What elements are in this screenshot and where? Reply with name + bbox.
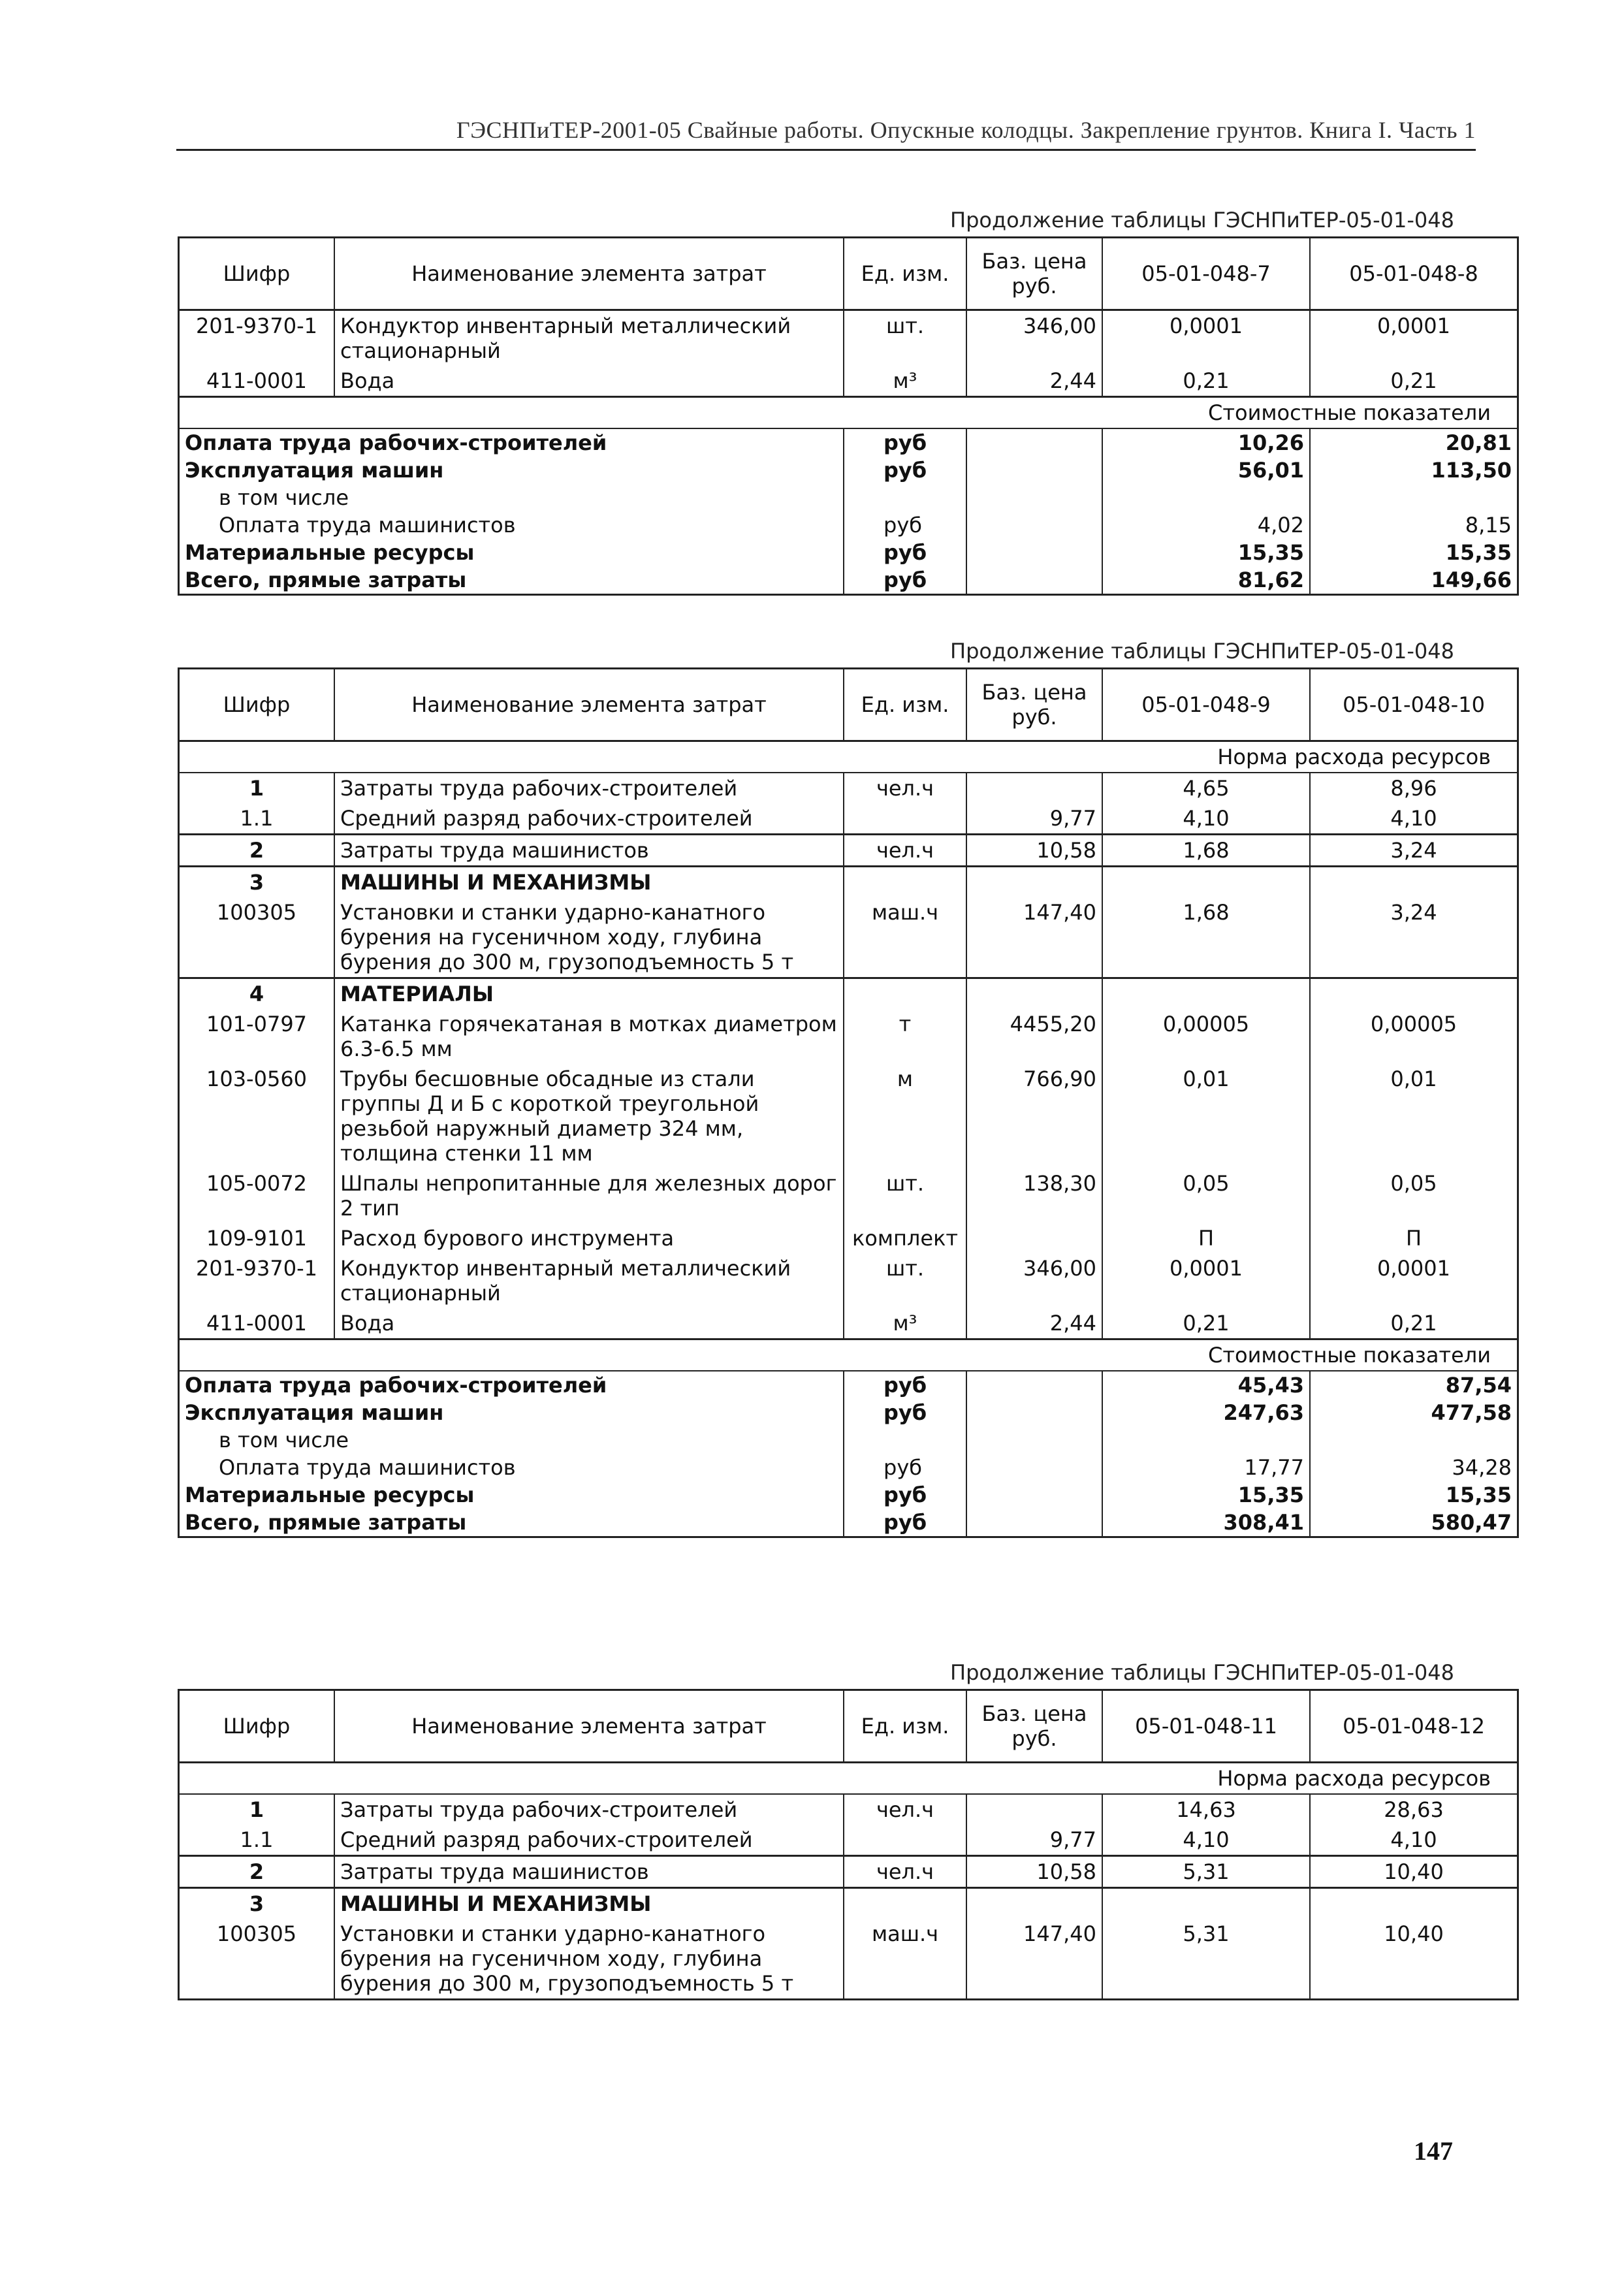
row-code: 103-0560 xyxy=(179,1064,335,1168)
row-name: Затраты труда машинистов xyxy=(334,1856,844,1888)
band-row xyxy=(179,1763,1518,1795)
row-name: Расход бурового инструмента xyxy=(334,1223,844,1253)
header-title: ГЭСНПиТЕР-2001-05 Свайные работы. Опускные колодцы. Закрепление грунтов. Книга I. Часть 1 xyxy=(456,117,1476,143)
summary-price xyxy=(966,428,1102,457)
summary-value-b: 20,81 xyxy=(1310,428,1518,457)
table-row xyxy=(179,978,1518,1010)
band-row xyxy=(179,397,1518,429)
band-label: Норма расхода ресурсов xyxy=(179,741,1518,773)
row-price xyxy=(966,978,1102,1010)
summary-value-a: 308,41 xyxy=(1102,1509,1310,1537)
row-value-b: 0,01 xyxy=(1310,1064,1518,1168)
band-label: Норма расхода ресурсов xyxy=(179,1763,1518,1795)
summary-row xyxy=(179,1509,1518,1537)
summary-price xyxy=(966,511,1102,539)
summary-name: Оплата труда рабочих-строителей xyxy=(179,428,844,457)
summary-price xyxy=(966,539,1102,566)
summary-price xyxy=(966,457,1102,484)
row-value-b: 0,21 xyxy=(1310,366,1518,397)
summary-unit: руб xyxy=(844,539,966,566)
table-row xyxy=(179,1223,1518,1253)
header-unit: Ед. изм. xyxy=(844,238,966,310)
header-col-b: 05-01-048-8 xyxy=(1310,238,1518,310)
table-row xyxy=(179,366,1518,397)
row-code: 3 xyxy=(179,1888,335,1919)
table2 xyxy=(178,667,1519,1538)
summary-value-a: 15,35 xyxy=(1102,1481,1310,1509)
row-value-a xyxy=(1102,978,1310,1010)
header-col-b: 05-01-048-10 xyxy=(1310,669,1518,741)
row-code: 2 xyxy=(179,1856,335,1888)
summary-unit: руб xyxy=(844,1371,966,1399)
summary-name: Материальные ресурсы xyxy=(179,1481,844,1509)
summary-unit: руб xyxy=(844,1481,966,1509)
row-unit: м³ xyxy=(844,366,966,397)
summary-name: Всего, прямые затраты xyxy=(179,566,844,595)
summary-unit xyxy=(844,484,966,511)
summary-row xyxy=(179,1426,1518,1454)
summary-row xyxy=(179,484,1518,511)
row-name: Трубы бесшовные обсадные из стали группы Д и Б с короткой треугольной резьбой наружный диаметр 324 мм, толщина стенки 11 мм xyxy=(334,1064,844,1168)
header-price: Баз. цена руб. xyxy=(966,238,1102,310)
row-name: МАШИНЫ И МЕХАНИЗМЫ xyxy=(334,867,844,898)
summary-value-a: 56,01 xyxy=(1102,457,1310,484)
summary-price xyxy=(966,484,1102,511)
row-code: 201-9370-1 xyxy=(179,1253,335,1308)
summary-row xyxy=(179,539,1518,566)
row-value-a: П xyxy=(1102,1223,1310,1253)
row-value-a: 0,21 xyxy=(1102,366,1310,397)
row-value-a: 0,0001 xyxy=(1102,310,1310,366)
summary-value-b: 34,28 xyxy=(1310,1454,1518,1481)
row-unit xyxy=(844,1825,966,1856)
row-price: 2,44 xyxy=(966,366,1102,397)
table1 xyxy=(178,236,1519,596)
row-code: 3 xyxy=(179,867,335,898)
row-code: 1 xyxy=(179,1794,335,1825)
summary-value-a: 15,35 xyxy=(1102,539,1310,566)
row-code: 101-0797 xyxy=(179,1009,335,1064)
summary-name: Материальные ресурсы xyxy=(179,539,844,566)
summary-price xyxy=(966,1509,1102,1537)
summary-row xyxy=(179,1481,1518,1509)
summary-row xyxy=(179,1454,1518,1481)
row-value-b: 28,63 xyxy=(1310,1794,1518,1825)
summary-unit: руб xyxy=(844,1454,966,1481)
summary-price xyxy=(966,1454,1102,1481)
row-value-a: 4,10 xyxy=(1102,1825,1310,1856)
table-row xyxy=(179,1064,1518,1168)
summary-unit xyxy=(844,1426,966,1454)
summary-row xyxy=(179,457,1518,484)
row-value-a xyxy=(1102,867,1310,898)
summary-value-b: 149,66 xyxy=(1310,566,1518,595)
header-code: Шифр xyxy=(179,238,335,310)
row-value-b: 0,21 xyxy=(1310,1308,1518,1339)
row-value-a: 5,31 xyxy=(1102,1919,1310,2000)
row-unit: м³ xyxy=(844,1308,966,1339)
row-name: Затраты труда машинистов xyxy=(334,835,844,867)
row-name: Катанка горячекатаная в мотках диаметром 6.3-6.5 мм xyxy=(334,1009,844,1064)
row-value-a: 0,05 xyxy=(1102,1168,1310,1223)
row-code: 109-9101 xyxy=(179,1223,335,1253)
row-price: 346,00 xyxy=(966,1253,1102,1308)
row-value-a: 14,63 xyxy=(1102,1794,1310,1825)
summary-name: Оплата труда машинистов xyxy=(179,1454,844,1481)
row-name: Вода xyxy=(334,366,844,397)
row-value-a: 4,10 xyxy=(1102,803,1310,835)
summary-unit: руб xyxy=(844,428,966,457)
row-value-a: 5,31 xyxy=(1102,1856,1310,1888)
row-value-a: 1,68 xyxy=(1102,897,1310,978)
header-col-a: 05-01-048-7 xyxy=(1102,238,1310,310)
summary-value-a: 4,02 xyxy=(1102,511,1310,539)
summary-unit: руб xyxy=(844,457,966,484)
row-code: 100305 xyxy=(179,1919,335,2000)
summary-value-a: 10,26 xyxy=(1102,428,1310,457)
row-value-a: 0,00005 xyxy=(1102,1009,1310,1064)
row-price: 346,00 xyxy=(966,310,1102,366)
table-row xyxy=(179,867,1518,898)
band-row xyxy=(179,741,1518,773)
row-price: 2,44 xyxy=(966,1308,1102,1339)
summary-name: в том числе xyxy=(179,1426,844,1454)
row-name: Шпалы непропитанные для железных дорог 2 тип xyxy=(334,1168,844,1223)
summary-value-b: 113,50 xyxy=(1310,457,1518,484)
table-row xyxy=(179,1308,1518,1339)
row-unit xyxy=(844,1888,966,1919)
row-price xyxy=(966,1888,1102,1919)
band-row xyxy=(179,1339,1518,1371)
row-unit xyxy=(844,803,966,835)
band-label: Стоимостные показатели xyxy=(179,397,1518,429)
row-unit: т xyxy=(844,1009,966,1064)
row-unit: маш.ч xyxy=(844,897,966,978)
row-value-b: П xyxy=(1310,1223,1518,1253)
row-price xyxy=(966,773,1102,803)
table2-caption: Продолжение таблицы ГЭСНПиТЕР-05-01-048 xyxy=(950,639,1454,664)
row-unit: чел.ч xyxy=(844,773,966,803)
summary-row xyxy=(179,428,1518,457)
row-name: Кондуктор инвентарный металлический стационарный xyxy=(334,1253,844,1308)
row-unit: шт. xyxy=(844,1168,966,1223)
row-unit: комплект xyxy=(844,1223,966,1253)
summary-row xyxy=(179,566,1518,595)
table-row xyxy=(179,1888,1518,1919)
row-unit: шт. xyxy=(844,1253,966,1308)
summary-row xyxy=(179,1399,1518,1426)
row-value-b: 0,0001 xyxy=(1310,310,1518,366)
row-value-b: 10,40 xyxy=(1310,1919,1518,2000)
summary-name: Всего, прямые затраты xyxy=(179,1509,844,1537)
row-name: Средний разряд рабочих-строителей xyxy=(334,803,844,835)
row-name: Установки и станки ударно-канатного бурения на гусеничном ходу, глубина бурения до 300 м, грузоподъемность 5 т xyxy=(334,1919,844,2000)
row-code: 201-9370-1 xyxy=(179,310,335,366)
summary-value-a: 81,62 xyxy=(1102,566,1310,595)
summary-value-b xyxy=(1310,484,1518,511)
row-value-b: 4,10 xyxy=(1310,1825,1518,1856)
table-row xyxy=(179,1919,1518,2000)
row-unit xyxy=(844,867,966,898)
summary-value-b: 15,35 xyxy=(1310,539,1518,566)
summary-value-a: 17,77 xyxy=(1102,1454,1310,1481)
row-unit: шт. xyxy=(844,310,966,366)
summary-unit: руб xyxy=(844,566,966,595)
table-row xyxy=(179,835,1518,867)
row-value-b xyxy=(1310,1888,1518,1919)
header-col-b: 05-01-048-12 xyxy=(1310,1690,1518,1763)
summary-value-b: 477,58 xyxy=(1310,1399,1518,1426)
summary-name: Оплата труда машинистов xyxy=(179,511,844,539)
row-value-a xyxy=(1102,1888,1310,1919)
row-name: МАТЕРИАЛЫ xyxy=(334,978,844,1010)
row-name: МАШИНЫ И МЕХАНИЗМЫ xyxy=(334,1888,844,1919)
row-unit: чел.ч xyxy=(844,835,966,867)
row-unit: м xyxy=(844,1064,966,1168)
row-value-a: 1,68 xyxy=(1102,835,1310,867)
row-price: 10,58 xyxy=(966,835,1102,867)
summary-price xyxy=(966,1481,1102,1509)
row-code: 2 xyxy=(179,835,335,867)
row-code: 105-0072 xyxy=(179,1168,335,1223)
table-row xyxy=(179,773,1518,803)
summary-name: в том числе xyxy=(179,484,844,511)
row-value-b xyxy=(1310,867,1518,898)
table-header-row xyxy=(179,669,1518,741)
row-price xyxy=(966,867,1102,898)
header-price: Баз. цена руб. xyxy=(966,669,1102,741)
row-price: 9,77 xyxy=(966,803,1102,835)
table-row xyxy=(179,803,1518,835)
header-col-a: 05-01-048-9 xyxy=(1102,669,1310,741)
header-code: Шифр xyxy=(179,1690,335,1763)
row-unit: чел.ч xyxy=(844,1856,966,1888)
row-value-b: 3,24 xyxy=(1310,835,1518,867)
row-name: Средний разряд рабочих-строителей xyxy=(334,1825,844,1856)
header-code: Шифр xyxy=(179,669,335,741)
summary-unit: руб xyxy=(844,1509,966,1537)
table-header-row xyxy=(179,1690,1518,1763)
row-price: 766,90 xyxy=(966,1064,1102,1168)
summary-value-a: 45,43 xyxy=(1102,1371,1310,1399)
row-price: 147,40 xyxy=(966,897,1102,978)
row-name: Затраты труда рабочих-строителей xyxy=(334,1794,844,1825)
header-col-a: 05-01-048-11 xyxy=(1102,1690,1310,1763)
table1-caption: Продолжение таблицы ГЭСНПиТЕР-05-01-048 xyxy=(950,208,1454,233)
row-price: 4455,20 xyxy=(966,1009,1102,1064)
row-value-b: 4,10 xyxy=(1310,803,1518,835)
row-value-b: 8,96 xyxy=(1310,773,1518,803)
summary-name: Эксплуатация машин xyxy=(179,457,844,484)
summary-name: Оплата труда рабочих-строителей xyxy=(179,1371,844,1399)
summary-value-b: 87,54 xyxy=(1310,1371,1518,1399)
row-unit: маш.ч xyxy=(844,1919,966,2000)
row-code: 4 xyxy=(179,978,335,1010)
table-row xyxy=(179,1794,1518,1825)
table-row xyxy=(179,1009,1518,1064)
table-row xyxy=(179,1856,1518,1888)
summary-price xyxy=(966,1426,1102,1454)
table-row xyxy=(179,1253,1518,1308)
row-value-b: 0,00005 xyxy=(1310,1009,1518,1064)
summary-value-b: 580,47 xyxy=(1310,1509,1518,1537)
header-name: Наименование элемента затрат xyxy=(334,1690,844,1763)
summary-value-b: 15,35 xyxy=(1310,1481,1518,1509)
row-value-a: 4,65 xyxy=(1102,773,1310,803)
header-unit: Ед. изм. xyxy=(844,1690,966,1763)
row-code: 1.1 xyxy=(179,803,335,835)
row-price xyxy=(966,1794,1102,1825)
table3 xyxy=(178,1689,1519,2000)
row-code: 411-0001 xyxy=(179,1308,335,1339)
row-value-b: 0,0001 xyxy=(1310,1253,1518,1308)
row-value-b xyxy=(1310,978,1518,1010)
row-name: Установки и станки ударно-канатного бурения на гусеничном ходу, глубина бурения до 300 м, грузоподъемность 5 т xyxy=(334,897,844,978)
summary-price xyxy=(966,1399,1102,1426)
summary-value-b: 8,15 xyxy=(1310,511,1518,539)
summary-value-a xyxy=(1102,484,1310,511)
row-code: 1.1 xyxy=(179,1825,335,1856)
summary-value-a xyxy=(1102,1426,1310,1454)
row-code: 100305 xyxy=(179,897,335,978)
row-name: Кондуктор инвентарный металлический стационарный xyxy=(334,310,844,366)
header-name: Наименование элемента затрат xyxy=(334,238,844,310)
row-price: 9,77 xyxy=(966,1825,1102,1856)
table-header-row xyxy=(179,238,1518,310)
row-price xyxy=(966,1223,1102,1253)
table-row xyxy=(179,897,1518,978)
row-value-a: 0,0001 xyxy=(1102,1253,1310,1308)
header-price: Баз. цена руб. xyxy=(966,1690,1102,1763)
header-name: Наименование элемента затрат xyxy=(334,669,844,741)
row-value-a: 0,21 xyxy=(1102,1308,1310,1339)
page-number: 147 xyxy=(1414,2136,1453,2166)
summary-value-a: 247,63 xyxy=(1102,1399,1310,1426)
summary-unit: руб xyxy=(844,511,966,539)
row-price: 10,58 xyxy=(966,1856,1102,1888)
table-row xyxy=(179,310,1518,366)
summary-price xyxy=(966,1371,1102,1399)
summary-row xyxy=(179,511,1518,539)
table-row xyxy=(179,1168,1518,1223)
band-label: Стоимостные показатели xyxy=(179,1339,1518,1371)
row-value-b: 0,05 xyxy=(1310,1168,1518,1223)
row-name: Затраты труда рабочих-строителей xyxy=(334,773,844,803)
row-value-b: 3,24 xyxy=(1310,897,1518,978)
row-value-a: 0,01 xyxy=(1102,1064,1310,1168)
row-value-b: 10,40 xyxy=(1310,1856,1518,1888)
summary-row xyxy=(179,1371,1518,1399)
table3-caption: Продолжение таблицы ГЭСНПиТЕР-05-01-048 xyxy=(950,1660,1454,1685)
row-code: 1 xyxy=(179,773,335,803)
row-name: Вода xyxy=(334,1308,844,1339)
row-unit: чел.ч xyxy=(844,1794,966,1825)
summary-unit: руб xyxy=(844,1399,966,1426)
row-price: 138,30 xyxy=(966,1168,1102,1223)
summary-value-b xyxy=(1310,1426,1518,1454)
page-header xyxy=(176,110,1476,151)
summary-price xyxy=(966,566,1102,595)
row-code: 411-0001 xyxy=(179,366,335,397)
row-price: 147,40 xyxy=(966,1919,1102,2000)
table-row xyxy=(179,1825,1518,1856)
summary-name: Эксплуатация машин xyxy=(179,1399,844,1426)
header-unit: Ед. изм. xyxy=(844,669,966,741)
row-unit xyxy=(844,978,966,1010)
